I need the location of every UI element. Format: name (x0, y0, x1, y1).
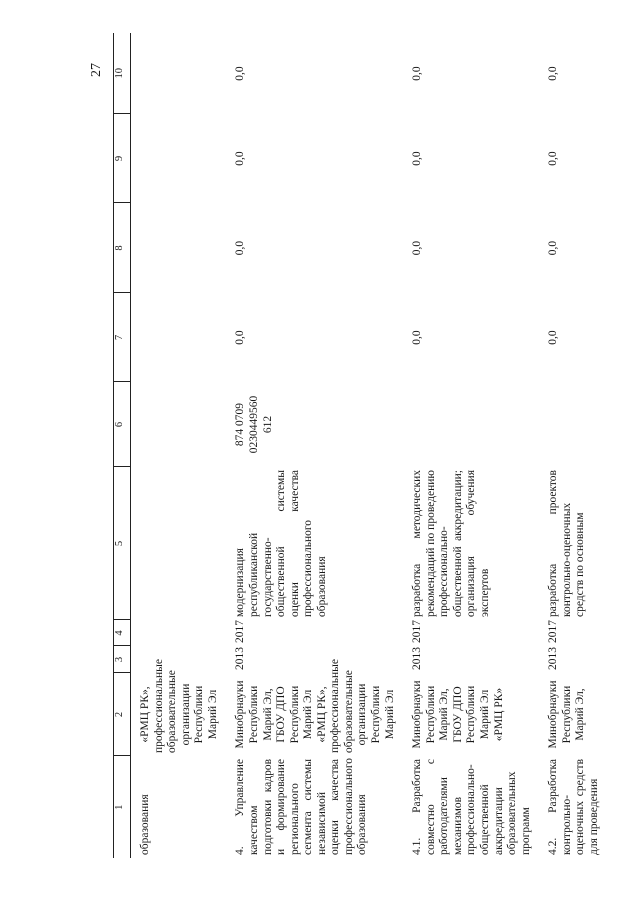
budget-code-cell (539, 382, 607, 467)
budget-code-cell (403, 382, 539, 467)
task-name-cell: 4. Управление качеством подготовки кадров и формирование регионального сегмента системы независимой оценки качества профессионального образования (234, 757, 369, 855)
task-name-cell: 4.2. Разработка контрольно-оценочных средств для проведения (547, 759, 600, 855)
task-name-cell: 4.1. Разработка совместно с работодателями механизмов профессионально-общественной аккредитации образовательных программ (411, 759, 532, 855)
start-year-cell: 2013 (411, 647, 424, 670)
column-header: 10 (114, 33, 131, 114)
start-year-cell: 2013 (234, 647, 247, 670)
value-cell: 0,0 (411, 330, 424, 345)
result-cell: разработка методических рекомендаций по проведению профессионально-общественной аккредитации; организация обучения экспертов (411, 470, 491, 617)
column-header-row (114, 33, 131, 858)
column-header: 4 (114, 620, 131, 646)
value-cell: 0,0 (411, 151, 424, 166)
value-cell: 0,0 (234, 66, 247, 81)
value-cell: 0,0 (234, 240, 247, 256)
value-cell: 0,0 (234, 151, 247, 166)
column-header: 8 (114, 203, 131, 293)
column-header: 1 (114, 756, 131, 858)
result-cell (131, 467, 227, 620)
value-cell: 0,0 (411, 66, 424, 81)
result-cell: модернизация республиканской государственно-общественной системы оценки качества профессионального образования (234, 470, 328, 617)
table-row (403, 33, 539, 858)
value-cell (131, 114, 227, 203)
start-year-cell (131, 646, 227, 673)
column-header: 2 (114, 673, 131, 756)
task-name-cell: образования (139, 794, 151, 855)
table-row (539, 33, 607, 858)
value-cell: 0,0 (234, 330, 247, 345)
end-year-cell (131, 620, 227, 646)
end-year-cell: 2017 (234, 620, 247, 643)
program-table (113, 33, 607, 858)
page-number: 27 (89, 63, 104, 77)
column-header: 6 (114, 382, 131, 467)
column-header: 7 (114, 293, 131, 382)
value-cell (131, 293, 227, 382)
executor-cell: Минобрнауки Республики Марий Эл, ГБОУ ДПО Республики Марий Эл «РМЦ РК» (411, 680, 505, 749)
executor-cell: Минобрнауки Республики Марий Эл, (547, 680, 587, 749)
value-cell: 0,0 (547, 151, 560, 166)
data-table (113, 33, 607, 858)
column-header: 5 (114, 467, 131, 620)
column-header: 9 (114, 114, 131, 203)
value-cell: 0,0 (547, 240, 560, 256)
column-header: 3 (114, 646, 131, 673)
budget-code-cell (131, 382, 227, 467)
end-year-cell: 2017 (411, 620, 424, 643)
value-cell (131, 33, 227, 114)
budget-code-cell: 874 0709 0230449560 612 (234, 395, 274, 454)
value-cell: 0,0 (547, 66, 560, 81)
value-cell: 0,0 (547, 330, 560, 345)
start-year-cell: 2013 (547, 647, 560, 670)
table-row (226, 33, 403, 858)
value-cell: 0,0 (411, 240, 424, 256)
executor-cell: «РМЦ РК», профессиональные образовательные организации Республики Марий Эл (139, 659, 219, 753)
executor-cell: Минобрнауки Республики Марий Эл, ГБОУ ДПО Республики Марий Эл «РМЦ РК», профессиональные образовательные организации Республики Марий Эл (234, 659, 396, 753)
value-cell (131, 203, 227, 293)
table-row (131, 33, 227, 858)
result-cell: разработка проектов контрольно-оценочных средств по основным (547, 470, 587, 617)
end-year-cell: 2017 (547, 620, 560, 643)
